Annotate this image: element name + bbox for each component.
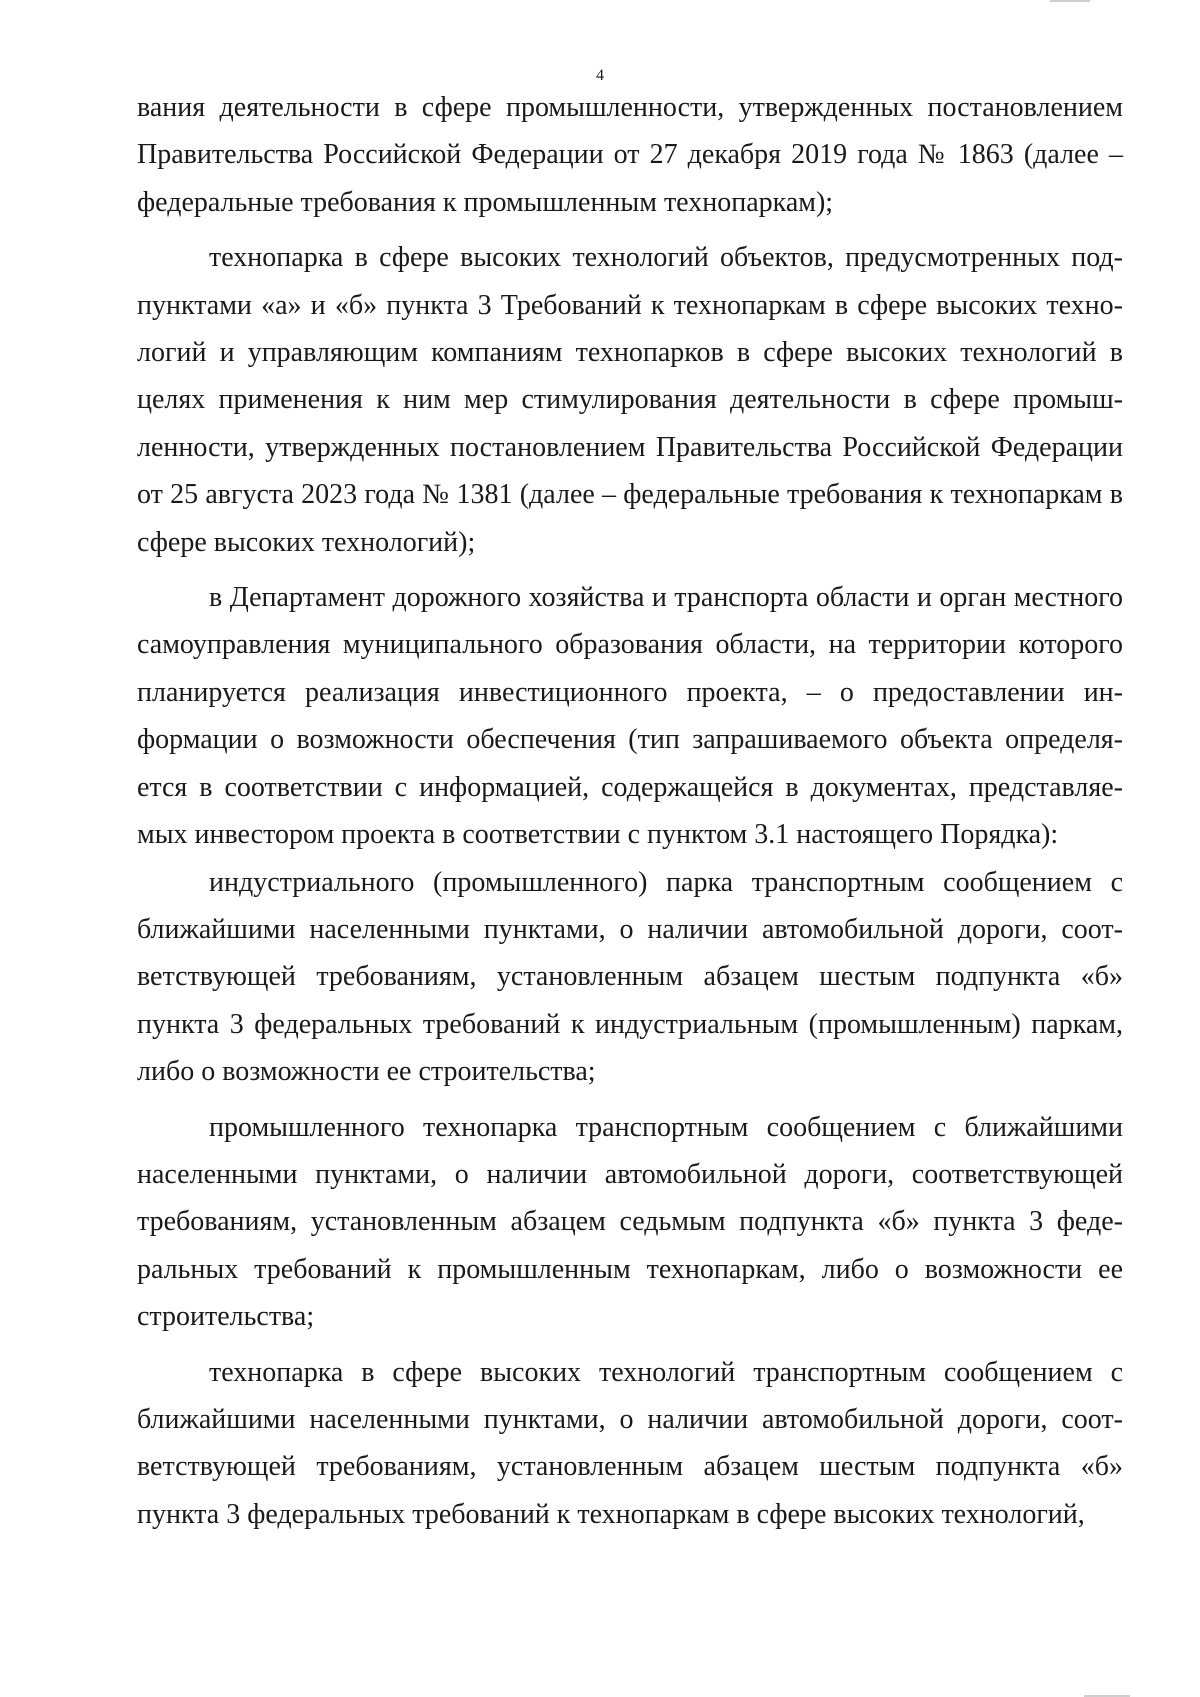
document-body: [137, 84, 1123, 1538]
paragraph-industrial-park: индустриального (промышленного) парка транспортным сообщением с ближайшими населенными пунктами, о наличии автомобильной дороги, соответствующей требованиям, установленным абзацем шестым подпункта «б» пункта 3 федеральных требований к индустриальным (промышленным) паркам, либо о возможности ее строительства;: [137, 866, 1123, 1088]
paragraph-industrial-technopark: промышленного технопарка транспортным сообщением с ближайшими населенными пунктами, о наличии автомобильной дороги, соответствующей требованиям, установленным абзацем седьмым подпункта «б» пункта 3 федеральных требований к промышленным технопаркам, либо о возможности ее строительства;: [137, 1111, 1123, 1333]
scan-artifact: [1050, 0, 1090, 2]
paragraph-hightech-technopark-objects: технопарка в сфере высоких технологий объектов, предусмотренных подпунктами «а» и «б» пункта 3 Требований к технопаркам в сфере высоких технологий и управляющим компаниям технопарков в сфере высоких технологий в целях применения к ним мер стимулирования деятельности в сфере промышленности, утвержденных постановлением Правительства Российской Федерации от 25 августа 2023 года № 1381 (далее – федеральные требования к технопаркам в сфере высоких технологий);: [137, 242, 1123, 558]
paragraph-road-department-request: в Департамент дорожного хозяйства и транспорта области и орган местного самоуправления муниципального образования области, на территории которого планируется реализация инвестиционного проекта, – о предоставлении информации о возможности обеспечения (тип запрашиваемого объекта определяется в соответствии с информацией, содержащейся в документах, представляемых инвестором проекта в соответствии с пунктом 3.1 настоящего Порядка):: [137, 582, 1123, 851]
paragraph-hightech-technopark: технопарка в сфере высоких технологий транспортным сообщением с ближайшими населенными пунктами, о наличии автомобильной дороги, соответствующей требованиям, установленным абзацем шестым подпункта «б» пункта 3 федеральных требований к технопаркам в сфере высоких технологий,: [137, 1356, 1123, 1530]
page-number: 4: [596, 67, 604, 84]
paragraph-continuation: вания деятельности в сфере промышленности, утвержденных постановлением Правительства Российской Федерации от 27 декабря 2019 года № 1863 (далее – федеральные требования к промышленным технопаркам);: [137, 92, 1123, 218]
